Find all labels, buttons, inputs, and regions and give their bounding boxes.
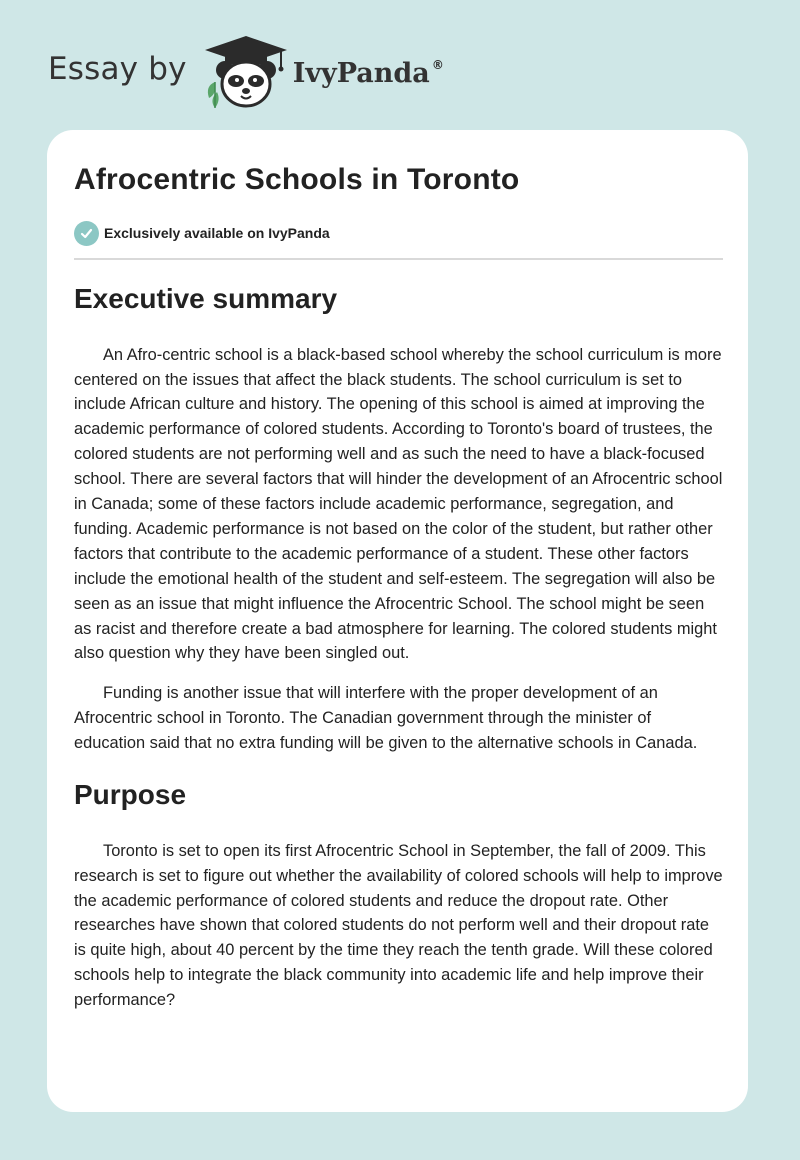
panda-logo-icon[interactable] (201, 34, 291, 110)
exclusive-badge-label: Exclusively available on IvyPanda (104, 225, 330, 241)
essay-card (47, 130, 748, 1112)
site-header (48, 34, 444, 110)
check-icon (74, 221, 99, 246)
brand-name-text: IvyPanda (292, 57, 430, 89)
registered-mark: ® (431, 57, 444, 72)
exclusive-badge (74, 220, 723, 246)
title-divider (74, 258, 723, 260)
section-heading-executive-summary: Executive summary (74, 283, 338, 314)
essay-by-label: Essay by (48, 51, 187, 87)
brand-name[interactable] (293, 58, 444, 89)
purpose-paragraph-1: Toronto is set to open its first Afrocentric School in September, the fall of 2009. This research is set to figure out whether the availability of colored schools will help to improve the academic performance of colored students and reduce the dropout rate. Other researches have shown that colored students do not perform well and their dropout rate is quite high, about 40 percent by the time they reach the tenth grade. Will these colored schools help to integrate the black community into academic life and help improve their performance? (74, 841, 723, 1010)
executive-summary-paragraph-1: An Afro-centric school is a black-based school whereby the school curriculum is more centered on the issues that affect the black students. The school curriculum is set to include African culture and history. The opening of this school is aimed at improving the academic performance of colored students. According to Toronto's board of trustees, the colored students are not performing well and as such the need to have a black-focused school. There are several factors that will hinder the development of an Afrocentric school in Canada; some of these factors include academic performance, segregation, and funding. Academic performance is not based on the color of the student, but rather other factors that contribute to the academic performance of a student. These other factors include the emotional health of the student and self-esteem. The segregation will also be seen as an issue that might influence the Afrocentric School. The school might be seen as racist and therefore create a bad atmosphere for learning. The colored students might also question why they have been singled out. (74, 345, 723, 663)
executive-summary-paragraph-2: Funding is another issue that will interfere with the proper development of an Afrocentric school in Toronto. The Canadian government through the minister of education said that no extra funding will be given to the alternative schools in Canada. (74, 684, 698, 753)
essay-content (74, 162, 723, 1013)
section-heading-purpose: Purpose (74, 779, 187, 811)
page-title: Afrocentric Schools in Toronto (74, 163, 520, 196)
